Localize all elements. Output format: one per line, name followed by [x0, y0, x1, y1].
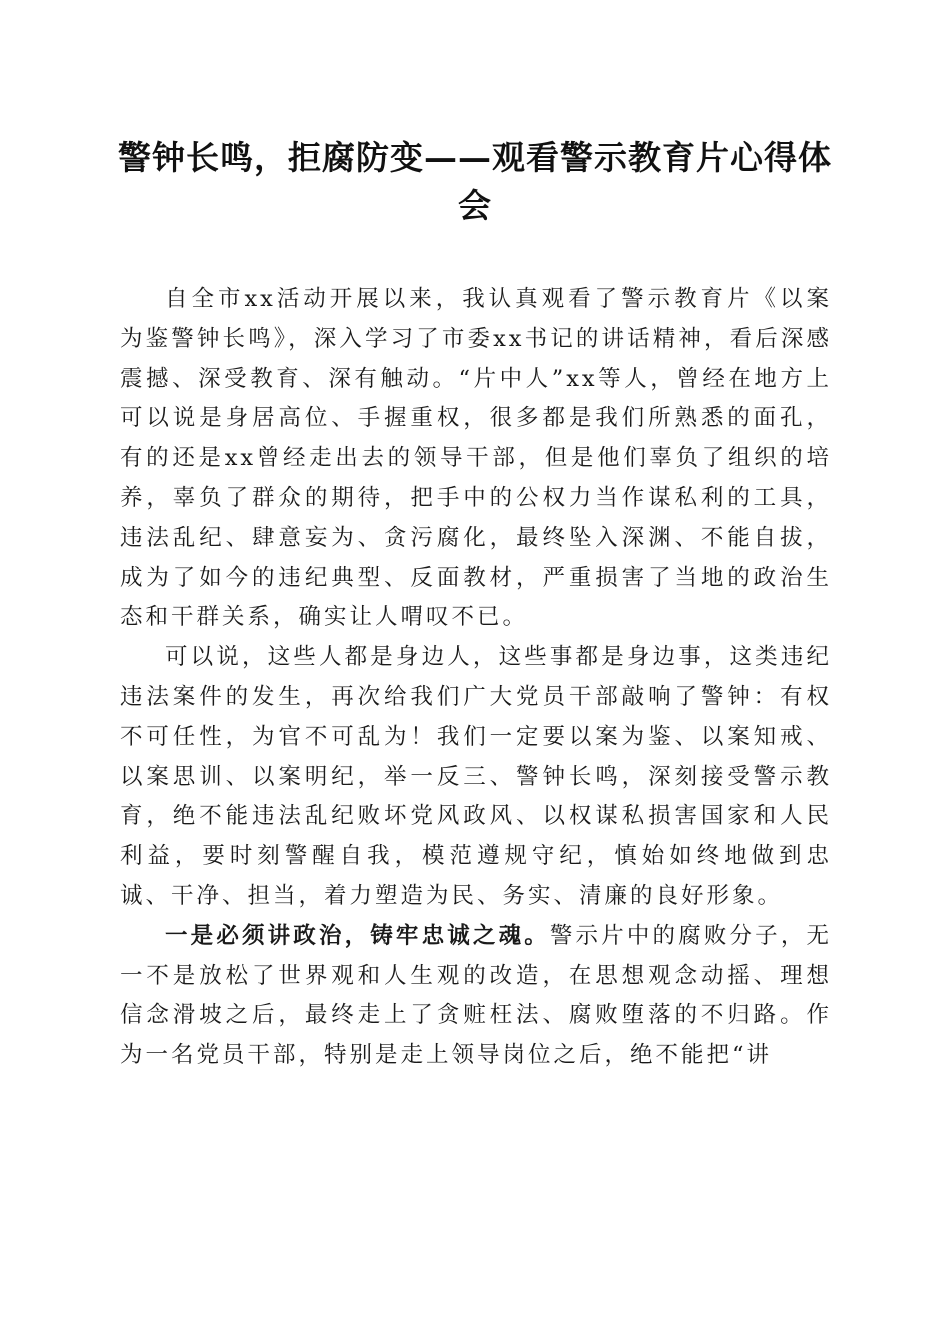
paragraph-2: [120, 638, 832, 917]
paragraph-3-lead: 一是必须讲政治，铸牢忠诚之魂。: [165, 922, 550, 949]
paragraph-2-text: 可以说，这些人都是身边人，这些事都是身边事，这类违纪违法案件的发生，再次给我们广大党员干部敲响了警钟：有权不可任性，为官不可乱为！我们一定要以案为鉴、以案知戒、以案思训、以案明纪，举一反三、警钟长鸣，深刻接受警示教育，绝不能违法乱纪败坏党风政风、以权谋私损害国家和人民利益，要时刻警醒自我，模范遵规守纪，慎始如终地做到忠诚、干净、担当，着力塑造为民、务实、清廉的良好形象。: [120, 644, 832, 909]
paragraph-1-text: 自全市xx活动开展以来，我认真观看了警示教育片《以案为鉴警钟长鸣》，深入学习了市委xx书记的讲话精神，看后深感震撼、深受教育、深有触动。“片中人”xx等人，曾经在地方上可以说是身居高位、手握重权，很多都是我们所熟悉的面孔，有的还是xx曾经走出去的领导干部，但是他们辜负了组织的培养，辜负了群众的期待，把手中的公权力当作谋私利的工具，违法乱纪、肆意妄为、贪污腐化，最终坠入深渊、不能自拔，成为了如今的违纪典型、反面教材，严重损害了当地的政治生态和干群关系，确实让人喟叹不已。: [120, 286, 832, 631]
paragraph-3: [120, 917, 832, 1076]
paragraph-1: [120, 280, 832, 638]
document-title: 警钟长鸣，拒腐防变——观看警示教育片心得体会: [118, 138, 832, 225]
document-body: [120, 280, 832, 1076]
paragraph-3-text: 警示片中的腐败分子，无一不是放松了世界观和人生观的改造，在思想观念动摇、理想信念滑坡之后，最终走上了贪赃枉法、腐败堕落的不归路。作为一名党员干部，特别是走上领导岗位之后，绝不能把“讲: [120, 922, 832, 1069]
